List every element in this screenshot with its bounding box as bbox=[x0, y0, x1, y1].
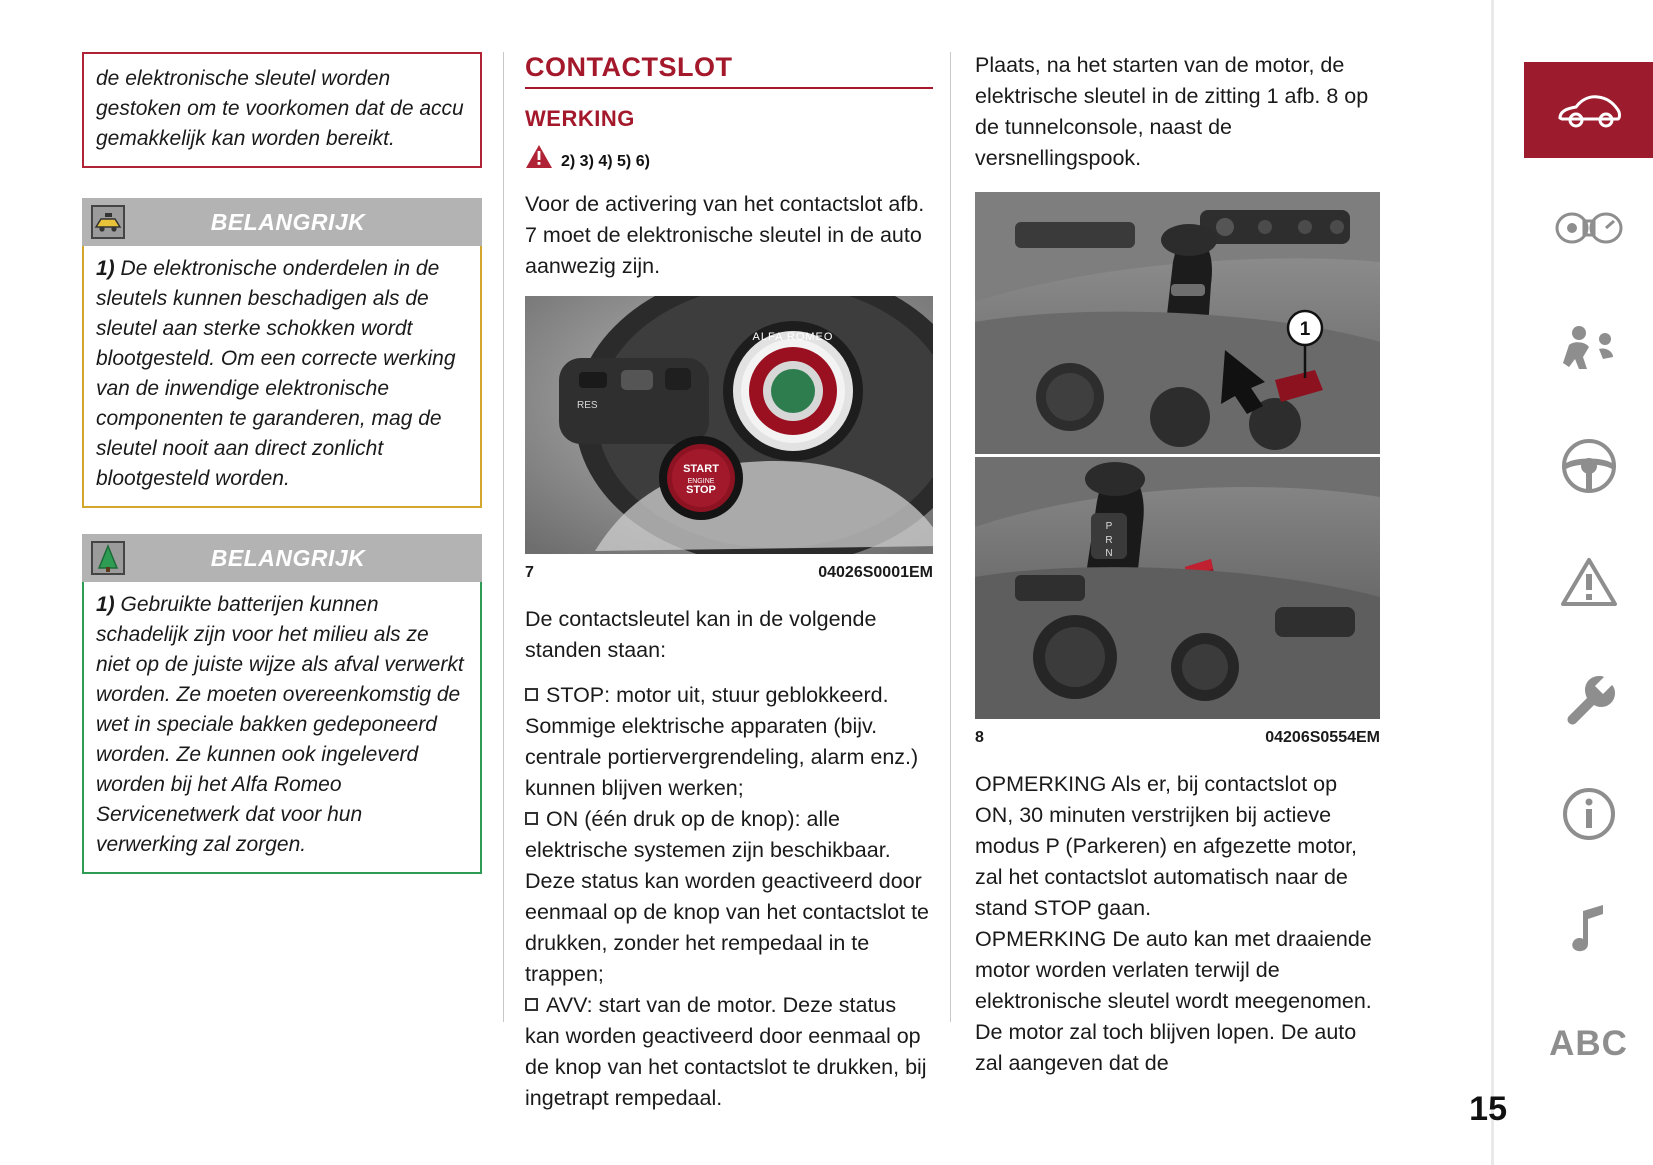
sidebar-item-safety[interactable] bbox=[1524, 300, 1653, 396]
warning-label-battery: BELANGRIJK bbox=[210, 208, 366, 235]
car-battery-warning-icon bbox=[82, 198, 134, 246]
sidebar-item-steering[interactable] bbox=[1524, 418, 1653, 514]
warning-label-environment: BELANGRIJK bbox=[210, 544, 366, 571]
column-right bbox=[975, 50, 1380, 1079]
attention-warning-icon bbox=[525, 144, 553, 179]
note-paragraph-1: OPMERKING Als er, bij contactslot op ON, 30 minuten verstrijken bij actieve modus P (Parkeren) en afgezette motor, zal het contactslot automatisch naar de stand STOP gaan. bbox=[975, 772, 1358, 920]
continuation-note-text: de elektronische sleutel worden gestoken om te voorkomen dat de accu gemakkelijk kan worden bereikt. bbox=[96, 67, 464, 150]
reference-numbers: 2) 3) 4) 5) 6) bbox=[561, 153, 650, 170]
warning-triangle-icon bbox=[1560, 556, 1618, 608]
svg-text:1: 1 bbox=[1299, 319, 1311, 340]
sidebar-item-audio[interactable] bbox=[1524, 880, 1653, 976]
sidebar-item-warnings[interactable] bbox=[1524, 534, 1653, 630]
figure-7-code: 04026S0001EM bbox=[818, 564, 933, 581]
figure-8-console-top bbox=[975, 192, 1380, 454]
environment-tree-icon bbox=[82, 534, 134, 582]
svg-text:STOP: STOP bbox=[686, 484, 716, 496]
state-item-stop bbox=[525, 680, 933, 804]
svg-text:N: N bbox=[1105, 548, 1113, 559]
bullet-square-icon bbox=[525, 688, 538, 701]
svg-text:ENGINE: ENGINE bbox=[687, 478, 715, 485]
figure-8-number: 8 bbox=[975, 729, 984, 746]
right-intro-paragraph: Plaats, na het starten van de motor, de elektrische sleutel in de zitting 1 afb. 8 op de tunnelconsole, naast de versnellingspook. bbox=[975, 53, 1369, 170]
column-divider-1 bbox=[503, 52, 504, 1022]
page-number: 15 bbox=[1469, 1090, 1507, 1128]
sidebar-item-dashboard[interactable] bbox=[1524, 180, 1653, 276]
state-item-avv bbox=[525, 990, 933, 1114]
warning-body-battery bbox=[82, 246, 482, 508]
sidebar-item-info[interactable] bbox=[1524, 766, 1653, 862]
svg-text:START: START bbox=[683, 463, 719, 475]
column-left bbox=[82, 52, 482, 874]
column-divider-2 bbox=[950, 52, 951, 1022]
warning-header-environment bbox=[82, 534, 482, 582]
state-item-avv-text: AVV: start van de motor. Deze status kan worden geactiveerd door eenmaal op de knop van het contactslot te drukken, bij ingetrapt rempedaal. bbox=[525, 993, 927, 1110]
subsection-title: WERKING bbox=[525, 106, 635, 131]
warning-text-battery: De elektronische onderdelen in de sleutels kunnen beschadigen als de sleutel aan sterke schokken wordt blootgesteld. Om een correcte werking van de inwendige elektronische componenten te garanderen, mag de sleutel nooit aan direct zonlicht blootgesteld worden. bbox=[96, 257, 456, 490]
abc-index-icon: ABC bbox=[1549, 1024, 1628, 1063]
figure-7-number: 7 bbox=[525, 564, 534, 581]
car-icon bbox=[1556, 90, 1622, 130]
state-item-on-text: ON (één druk op de knop): alle elektrische systemen zijn beschikbaar. Deze status kan worden geactiveerd door eenmaal op de knop van het contactslot te drukken, zonder het rempedaal in te trappen; bbox=[525, 807, 929, 986]
note-paragraph-2: OPMERKING De auto kan met draaiende motor worden verlaten terwijl de elektronische sleutel wordt meegenomen. De motor zal toch blijven lopen. De auto zal aangeven dat de bbox=[975, 927, 1372, 1075]
warning-body-environment bbox=[82, 582, 482, 874]
sidebar-item-index[interactable] bbox=[1524, 996, 1653, 1092]
state-item-on bbox=[525, 804, 933, 990]
sidebar-item-maintenance[interactable] bbox=[1524, 650, 1653, 746]
sidebar-icon-strip bbox=[1524, 0, 1653, 1165]
figure-8-console-bottom bbox=[975, 454, 1380, 719]
svg-text:ALFA ROMEO: ALFA ROMEO bbox=[752, 331, 834, 343]
svg-text:RES: RES bbox=[577, 400, 598, 411]
warning-header-battery bbox=[82, 198, 482, 246]
wrench-maintenance-icon bbox=[1561, 670, 1617, 726]
steering-wheel-icon bbox=[1560, 437, 1618, 495]
info-icon bbox=[1561, 786, 1617, 842]
states-lead-paragraph: De contactsleutel kan in de volgende standen staan: bbox=[525, 607, 877, 662]
bullet-square-icon bbox=[525, 998, 538, 1011]
figure-7-caption bbox=[525, 557, 933, 588]
figure-8-code: 04206S0554EM bbox=[1265, 729, 1380, 746]
dashboard-gauges-icon bbox=[1554, 208, 1624, 248]
title-rule bbox=[525, 87, 933, 89]
music-note-icon bbox=[1567, 901, 1611, 955]
column-middle bbox=[525, 52, 933, 1114]
chapter-sidebar bbox=[1491, 0, 1653, 1165]
state-item-stop-text: STOP: motor uit, stuur geblokkeerd. Sommige elektrische apparaten (bijv. centrale portiervergrendeling, alarm enz.) kunnen blijven werken; bbox=[525, 683, 919, 800]
continuation-note-box bbox=[82, 52, 482, 168]
svg-text:P: P bbox=[1105, 521, 1113, 532]
airbag-safety-icon bbox=[1559, 323, 1619, 373]
warning-marker-battery: 1) bbox=[96, 257, 115, 280]
reference-line bbox=[525, 144, 933, 179]
svg-text:R: R bbox=[1105, 535, 1113, 546]
figure-7-steering-wheel bbox=[525, 296, 933, 554]
intro-paragraph: Voor de activering van het contactslot afb. 7 moet de elektronische sleutel in de auto aanwezig zijn. bbox=[525, 192, 925, 278]
sidebar-item-car[interactable] bbox=[1524, 62, 1653, 158]
section-title: CONTACTSLOT bbox=[525, 52, 733, 82]
warning-marker-environment: 1) bbox=[96, 593, 115, 616]
warning-text-environment: Gebruikte batterijen kunnen schadelijk zijn voor het milieu als ze niet op de juiste wijze als afval verwerkt worden. Ze moeten overeenkomstig de wet in speciale bakken gedeponeerd worden. Ze kunnen ook ingeleverd worden bij het Alfa Romeo Servicenetwerk dat voor hun verwerking zal zorgen. bbox=[96, 593, 464, 856]
figure-8-caption bbox=[975, 722, 1380, 753]
bullet-square-icon bbox=[525, 812, 538, 825]
